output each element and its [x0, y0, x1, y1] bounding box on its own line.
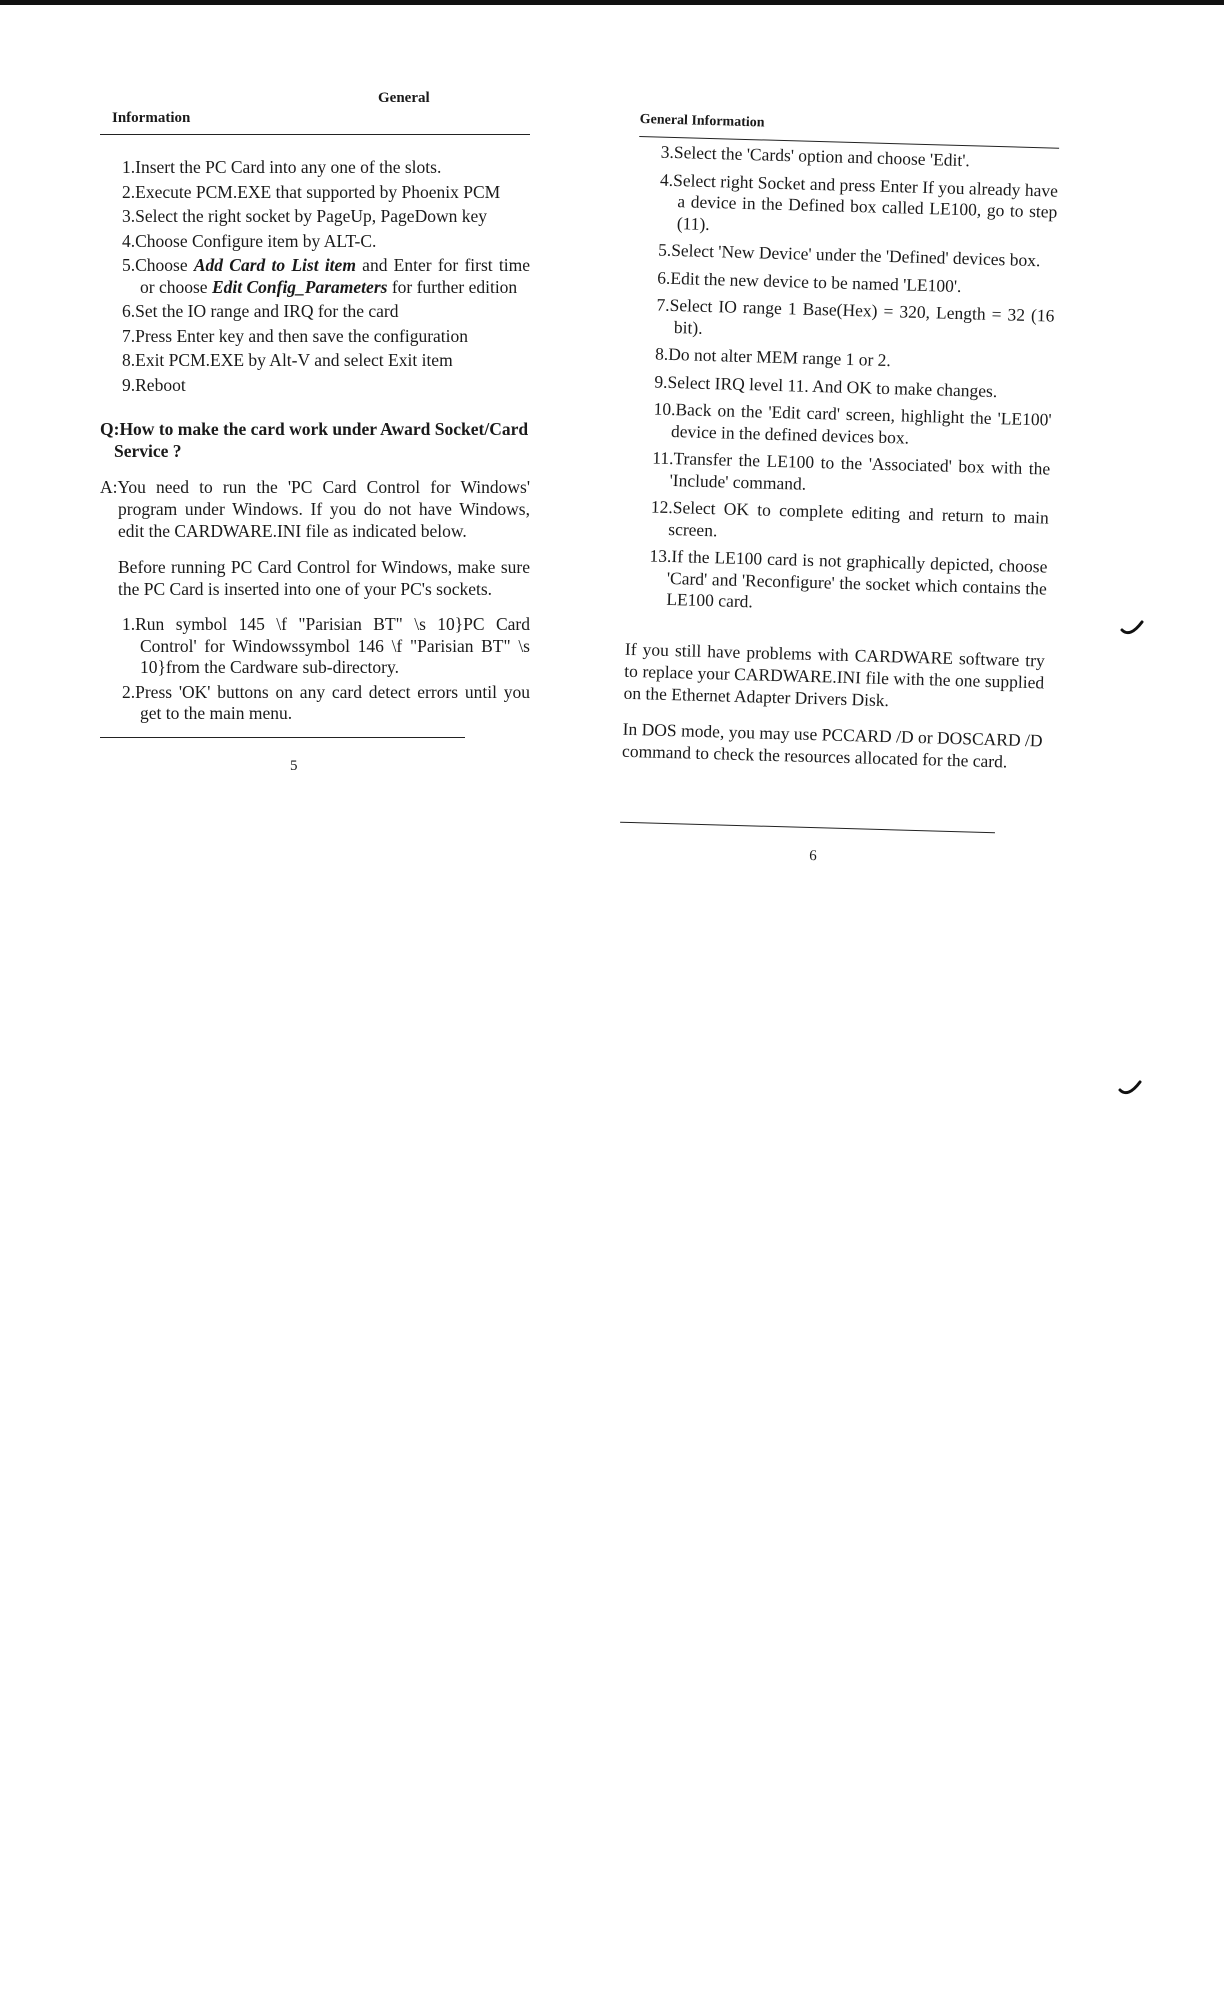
sub-step-2: 2.Press 'OK' buttons on any card detect errors until you get to the main menu.: [122, 681, 530, 723]
step5-prefix: 5.Choose: [122, 255, 194, 275]
left-step-6: 6.Set the IO range and IRQ for the card: [122, 301, 399, 321]
right-step-3: 3.Select the 'Cards' option and choose 'Edit'.: [660, 141, 971, 171]
right-header-general-information: General Information: [639, 111, 765, 131]
right-step-7: 7.Select IO range 1 Base(Hex) = 320, Length = 32 (16 bit).: [656, 294, 1055, 338]
left-sub-steps-list: [100, 614, 530, 725]
left-step-9: 9.Reboot: [122, 374, 186, 395]
check-mark-icon: [1120, 620, 1146, 640]
left-step-3: 3.Select the right socket by PageUp, PageDown key: [122, 206, 487, 226]
right-step-8: 8.Do not alter MEM range 1 or 2.: [654, 343, 892, 371]
left-step-8: 8.Exit PCM.EXE by Alt-V and select Exit item: [122, 350, 453, 370]
step5-emph-add-card: Add Card to List item: [193, 255, 356, 275]
check-mark-icon: [1118, 1080, 1144, 1100]
faq-question: Q:How to make the card work under Award Socket/Card Service ?: [100, 419, 529, 461]
left-step-4: 4.Choose Configure item by ALT-C.: [122, 230, 377, 251]
before-running-paragraph: Before running PC Card Control for Windows, make sure the PC Card is inserted into one of your PC's sockets.: [118, 557, 530, 599]
left-steps-list: [100, 157, 530, 396]
right-page: [619, 110, 1060, 874]
right-step-6: 6.Edit the new device to be named 'LE100'.: [657, 267, 962, 296]
right-step-11: 11.Transfer the LE100 to the 'Associated' box with the 'Include' command.: [652, 447, 1051, 494]
left-page-number: 5: [290, 757, 298, 774]
left-step-5: [100, 255, 530, 298]
right-page-number: 6: [809, 847, 817, 864]
left-step-7: 7.Press Enter key and then save the configuration: [122, 325, 469, 346]
step5-suffix: for further edition: [387, 276, 518, 297]
faq-answer: A:You need to run the 'PC Card Control for Windows' program under Windows. If you do not have Windows, edit the CARDWARE.INI file as indicated below.: [100, 477, 530, 541]
left-page-footer: [100, 737, 465, 778]
left-header-information: Information: [112, 110, 191, 126]
right-step-4: 4.Select right Socket and press Enter If you already have a device in the Defined box called LE100, go to step (11).: [659, 169, 1059, 234]
left-page-header: [100, 90, 530, 135]
step5-middle: and Enter for first time or choose: [140, 255, 530, 297]
scan-top-edge: [0, 0, 1224, 5]
left-step-2: 2.Execute PCM.EXE that supported by Phoenix PCM: [122, 181, 501, 202]
right-step-13: 13.If the LE100 card is not graphically depicted, choose 'Card' and 'Reconfigure' the socket which contains the LE100 card.: [649, 545, 1048, 612]
right-page-footer: [619, 821, 995, 872]
left-step-1: 1.Insert the PC Card into any one of the slots.: [122, 157, 442, 177]
right-step-10: 10.Back on the 'Edit card' screen, highlight the 'LE100' device in the defined devices box.: [653, 398, 1052, 448]
cardware-problems-paragraph: If you still have problems with CARDWARE software try to replace your CARDWARE.INI file with the one supplied on the Ethernet Adapter Drivers Disk.: [623, 638, 1046, 710]
sub-step-1: 1.Run symbol 145 \f "Parisian BT" \s 10}PC Card Control' for Windowssymbol 146 \f "Parisian BT" \s 10}from the Cardware sub-directory.: [122, 614, 530, 677]
right-steps-list: [626, 141, 1059, 621]
right-step-5: 5.Select 'New Device' under the 'Defined' devices box.: [657, 239, 1041, 271]
left-header-general: General: [378, 90, 430, 106]
dos-mode-paragraph: In DOS mode, you may use PCCARD /D or DOSCARD /D command to check the resources allocated for the card.: [621, 718, 1043, 772]
step5-emph-edit-config: Edit Config_Parameters: [211, 276, 388, 297]
left-page: [100, 90, 530, 778]
right-step-9: 9.Select IRQ level 11. And OK to make changes.: [654, 371, 998, 401]
right-step-12: 12.Select OK to complete editing and return to main screen.: [650, 496, 1050, 540]
